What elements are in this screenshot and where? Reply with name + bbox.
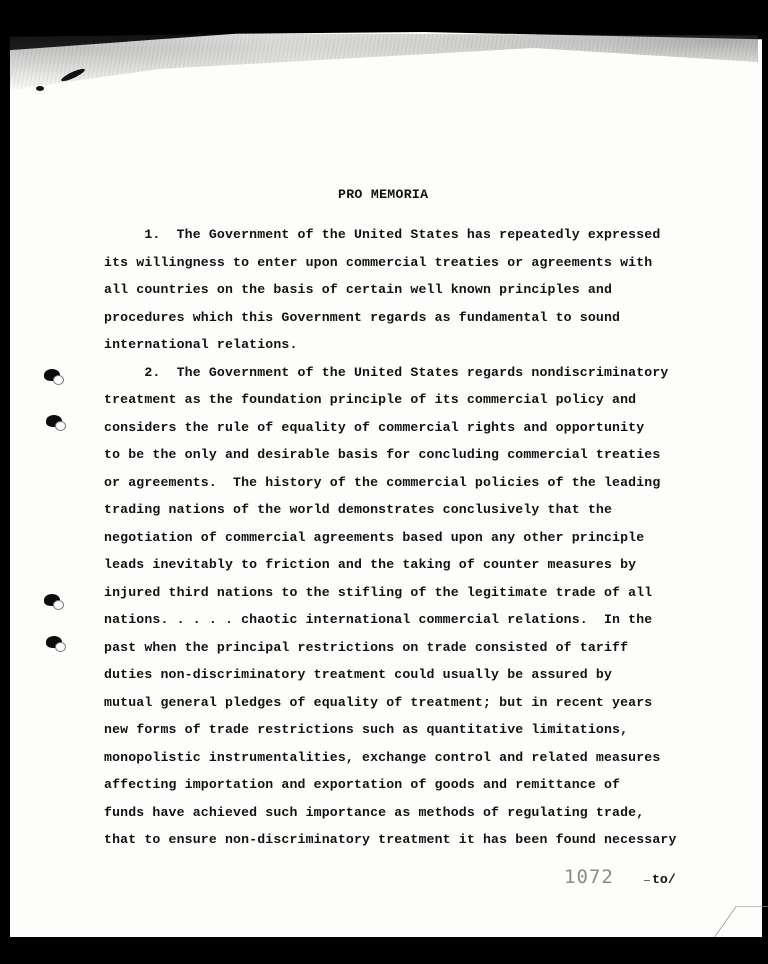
text-line: treatment as the foundation principle of its commercial policy and: [104, 392, 637, 407]
text-line: new forms of trade restrictions such as quantitative limitations,: [104, 722, 629, 737]
text-line: 1. The Government of the United States has repeatedly expressed: [104, 227, 661, 242]
text-line: that to ensure non-discriminatory treatment it has been found necessary: [104, 832, 677, 847]
text-line: affecting importation and exportation of goods and remittance of: [104, 777, 621, 792]
text-line: monopolistic instrumentalities, exchange control and related measures: [104, 749, 661, 765]
text-line: all countries on the basis of certain well known principles and: [104, 282, 613, 297]
text-line: its willingness to enter upon commercial treaties or agreements with: [104, 254, 653, 270]
text-line: considers the rule of equality of commercial rights and opportunity: [104, 419, 645, 435]
text-line: mutual general pledges of equality of treatment; but in recent years: [104, 694, 653, 710]
text-line: international relations.: [104, 337, 298, 352]
text-line: nations. . . . . chaotic international commercial relations. In the: [104, 612, 653, 627]
text-line: leads inevitably to friction and the taking of counter measures by: [104, 557, 637, 572]
text-line: trading nations of the world demonstrates conclusively that the: [104, 502, 613, 517]
text-line: or agreements. The history of the commercial policies of the leading: [104, 474, 661, 490]
page-number: 1072: [564, 866, 614, 888]
text-line: negotiation of commercial agreements based upon any other principle: [104, 529, 645, 545]
text-line: duties non-discriminatory treatment could usually be assured by: [104, 667, 613, 682]
text-line: past when the principal restrictions on trade consisted of tariff: [104, 639, 629, 655]
document-title: PRO MEMORIA: [338, 187, 429, 202]
text-line: procedures which this Government regards as fundamental to sound: [104, 309, 621, 325]
text-line: injured third nations to the stifling of the legitimate trade of all: [104, 584, 653, 600]
catchword: to/: [652, 872, 676, 887]
text-line: to be the only and desirable basis for concluding commercial treaties: [104, 447, 661, 462]
text-line: 2. The Government of the United States regards nondiscriminatory: [104, 364, 669, 380]
text-line: funds have achieved such importance as methods of regulating trade,: [104, 804, 645, 820]
